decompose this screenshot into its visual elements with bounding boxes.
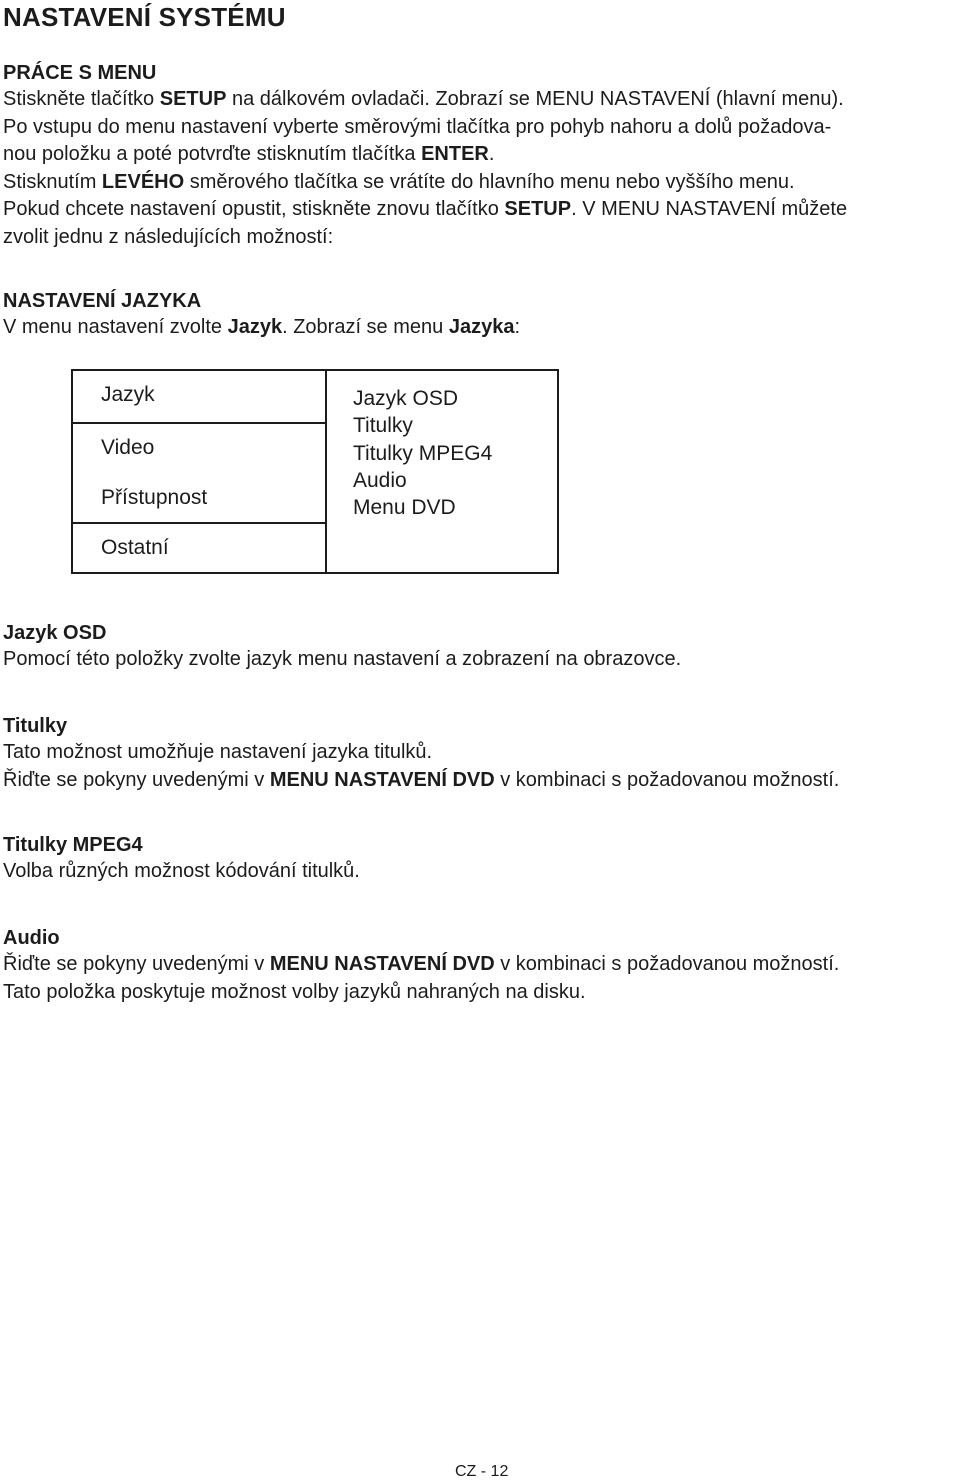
section-heading-menu: PRÁCE S MENU (3, 62, 157, 84)
text-run: Tato možnost umožňuje nastavení jazyka titulků. (3, 741, 433, 763)
section-heading-subtitles: Titulky (3, 715, 68, 737)
text-run: Stiskněte tlačítko (3, 88, 160, 110)
menu-submenu-list (353, 385, 492, 521)
text-run: V menu nastavení zvolte (3, 316, 228, 338)
bold-text: LEVÉHO (101, 170, 185, 193)
text-line (3, 646, 959, 674)
section-text-mpeg4 (3, 858, 959, 886)
text-line (3, 951, 959, 979)
text-line (3, 141, 959, 169)
bold-text: ENTER (421, 143, 489, 165)
text-line (3, 169, 959, 197)
menu-separator (73, 522, 325, 524)
bold-text: MENU NASTAVENÍ DVD (269, 953, 495, 975)
text-run: . V MENU NASTAVENÍ můžete (571, 198, 848, 220)
section-heading-osd: Jazyk OSD (3, 622, 107, 644)
text-run: Řiďte se pokyny uvedenými v (3, 768, 270, 791)
text-run: v kombinaci s požadovanou možností. (494, 953, 840, 975)
section-text-language (3, 314, 959, 342)
submenu-item-titulky: Titulky (353, 414, 413, 438)
text-line (3, 739, 959, 767)
text-run: na dálkovém ovladači. Zobrazí se MENU NASTAVENÍ (hlavní menu). (226, 88, 844, 110)
text-run: nou položku a poté potvrďte stisknutím tlačítka (3, 143, 422, 165)
bold-text: Jazyk (227, 316, 283, 338)
bold-text: Jazyka (448, 316, 515, 338)
section-text-subtitles (3, 739, 959, 794)
section-heading-language: NASTAVENÍ JAZYKA (3, 290, 202, 312)
section-heading-mpeg4: Titulky MPEG4 (3, 834, 143, 856)
section-text-audio (3, 951, 959, 1006)
text-run: Pomocí této položky zvolte jazyk menu nastavení a zobrazení na obrazovce. (3, 648, 682, 670)
menu-divider (325, 371, 327, 572)
section-text-osd (3, 646, 959, 674)
menu-separator (73, 422, 325, 424)
text-run: Řiďte se pokyny uvedenými v (3, 953, 270, 975)
text-line (3, 224, 959, 252)
section-heading-audio: Audio (3, 927, 60, 949)
text-run: v kombinaci s požadovanou možností. (494, 768, 840, 791)
submenu-item-audio: Audio (353, 468, 407, 492)
text-run: Stisknutím (3, 170, 102, 193)
text-run: . Zobrazí se menu (282, 316, 449, 338)
text-line (3, 114, 959, 142)
language-menu-diagram: Jazyk Video Přístupnost Ostatní Jazyk OSD Titulky Titulky MPEG4 Audio Menu DVD (71, 369, 559, 574)
text-run: Volba různých možnost kódování titulků. (3, 860, 360, 882)
text-line (3, 858, 959, 886)
bold-text: MENU NASTAVENÍ DVD (269, 768, 495, 791)
text-run: : (514, 316, 521, 338)
text-line (3, 196, 959, 224)
submenu-item-menu-dvd: Menu DVD (353, 496, 456, 520)
text-run: . (488, 143, 495, 165)
page-title: NASTAVENÍ SYSTÉMU (3, 2, 286, 32)
text-line (3, 979, 959, 1007)
text-run: Pokud chcete nastavení opustit, stiskněte znovu tlačítko (3, 198, 505, 220)
text-line (3, 314, 959, 342)
bold-text: SETUP (159, 88, 227, 110)
text-line (3, 86, 959, 114)
text-run: zvolit jednu z následujících možností: (3, 225, 334, 248)
submenu-item-jazyk-osd: Jazyk OSD (353, 387, 459, 410)
bold-text: SETUP (504, 198, 572, 220)
text-run: Tato položka poskytuje možnost volby jazyků nahraných na disku. (3, 980, 586, 1003)
page-number: CZ - 12 (455, 1463, 509, 1480)
text-line (3, 767, 959, 795)
submenu-item-titulky-mpeg4: Titulky MPEG4 (353, 441, 493, 465)
text-run: Po vstupu do menu nastavení vyberte směrovými tlačítka pro pohyb nahoru a dolů požadova- (3, 115, 832, 138)
section-text-menu (3, 86, 959, 251)
text-run: směrového tlačítka se vrátíte do hlavního menu nebo vyššího menu. (184, 170, 795, 193)
